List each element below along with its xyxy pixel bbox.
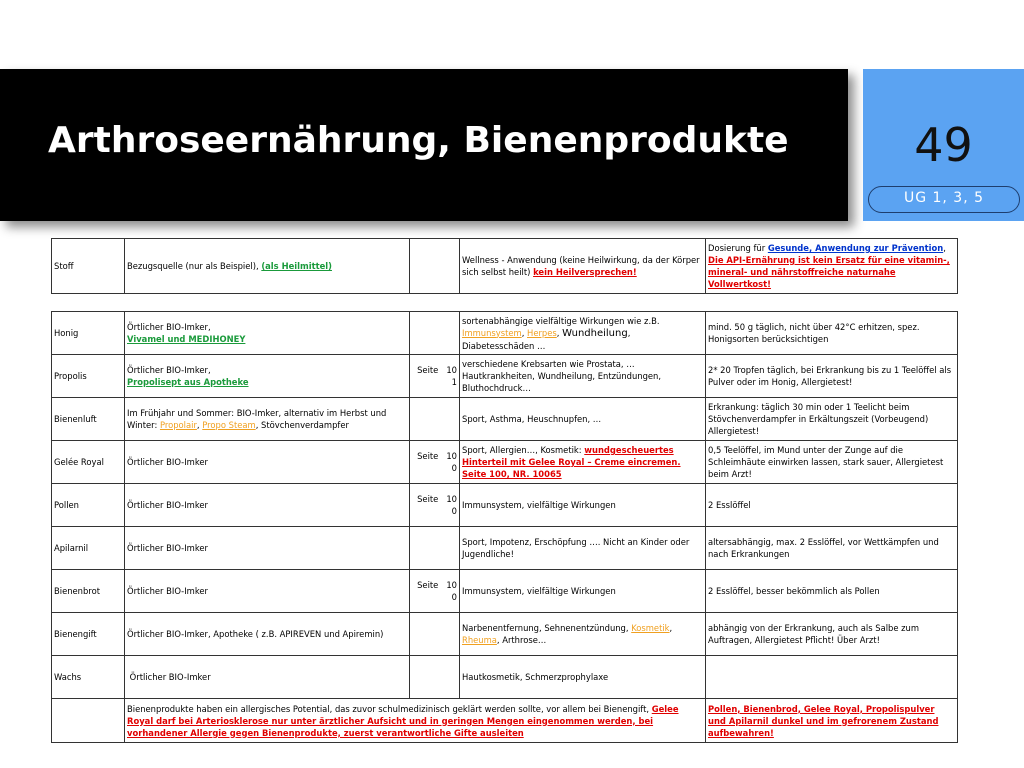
wirkung-cell: verschiedene Krebsarten wie Prostata, … Hautkrankheiten, Wundheilung, Entzündungen, Bluthochdruck… [460, 355, 706, 398]
bezug-cell: Örtlicher BIO-Imker, Apotheke ( z.B. APIREVEN und Apiremin) [125, 613, 410, 656]
bezug-cell [125, 355, 410, 398]
seite-number: 100 [446, 580, 457, 602]
header-row [52, 239, 958, 294]
stoff-cell: Honig [52, 312, 125, 355]
header-bezug-text: Bezugsquelle (nur als Beispiel), [127, 261, 262, 271]
wundheilung-text: Wundheilung [562, 327, 628, 339]
propo-steam-link[interactable]: Propo Steam [202, 420, 256, 430]
stoff-cell: Pollen [52, 484, 125, 527]
dosierung-cell [706, 656, 958, 699]
bezug-text: Örtlicher BIO-Imker, [127, 365, 211, 375]
wirkung-cell: Immunsystem, vielfältige Wirkungen [460, 484, 706, 527]
footer-allergy-note [125, 699, 706, 743]
footer-text: Bienenprodukte haben ein allergisches Potential, das zuvor schulmedizinisch geklärt werden sollte, vor allem bei Bienengift, [127, 703, 652, 714]
propolisept-link[interactable]: Propolisept aus Apotheke [127, 377, 249, 387]
wirkung-sep: , [669, 623, 673, 633]
bezug-cell [125, 312, 410, 355]
wirkung-cell [460, 312, 706, 355]
bezug-cell: Örtlicher BIO-Imker [125, 441, 410, 484]
rheuma-link[interactable]: Rheuma [462, 635, 497, 645]
bezug-cell [125, 398, 410, 441]
bezug-cell: Örtlicher BIO-Imker [125, 656, 410, 699]
immunsystem-link[interactable]: Immunsystem [462, 327, 522, 338]
seite-cell [410, 570, 460, 613]
ug-badge-label: UG 1, 3, 5 [903, 190, 985, 206]
herpes-link[interactable]: Herpes [527, 327, 557, 338]
seite-label: Seite [417, 365, 439, 375]
stoff-cell: Apilarnil [52, 527, 125, 570]
table-row [52, 570, 958, 613]
seite-cell [410, 527, 460, 570]
wirkung-cell: Sport, Asthma, Heuschnupfen, … [460, 398, 706, 441]
table-row [52, 398, 958, 441]
bezug-cell: Örtlicher BIO-Imker [125, 484, 410, 527]
seite-number: 101 [446, 365, 457, 387]
table-row [52, 441, 958, 484]
header-stoff: Stoff [52, 239, 125, 294]
seite-cell [410, 613, 460, 656]
dosierung-cell: altersabhängig, max. 2 Esslöffel, vor Wettkämpfen und nach Erkrankungen [706, 527, 958, 570]
wirkung-cell: Sport, Impotenz, Erschöpfung …. Nicht an Kinder oder Jugendliche! [460, 527, 706, 570]
dosierung-cell: 2* 20 Tropfen täglich, bei Erkrankung bis zu 1 Teelöffel als Pulver oder im Honig, Allergietest! [706, 355, 958, 398]
header-wellness-text: Wellness - Anwendung (keine Heilwirkung, da der Körper sich selbst heilt) [462, 255, 700, 277]
stoff-cell: Gelée Royal [52, 441, 125, 484]
header-bezugsquelle [125, 239, 410, 294]
table-row [52, 613, 958, 656]
wirkung-text: Sport, Allergien…, Kosmetik: [462, 445, 585, 455]
vollwertkost-link[interactable]: Die API-Ernährung ist kein Ersatz für eine vitamin-, mineral- und nährstoffreiche naturnahe Vollwertkost! [708, 255, 950, 289]
heilversprechen-link[interactable]: kein Heilversprechen! [533, 267, 637, 277]
stoff-cell: Bienenbrot [52, 570, 125, 613]
propolair-link[interactable]: Propolair [159, 420, 197, 430]
header-seite [410, 239, 460, 294]
dosierung-cell: 0,5 Teelöffel, im Mund unter der Zunge auf die Schleimhäute einwirken lassen, stark sauer, Allergietest beim Arzt! [706, 441, 958, 484]
table-row [52, 527, 958, 570]
seite-cell [410, 312, 460, 355]
bezug-text: Örtlicher BIO-Imker, [127, 322, 211, 332]
dosierung-cell: abhängig von der Erkrankung, auch als Salbe zum Auftragen, Allergietest Pflicht! Über Arzt! [706, 613, 958, 656]
seite-number: 100 [446, 451, 457, 473]
wirkung-suffix: , Diabetesschäden … [462, 327, 631, 351]
bezug-text: Im Frühjahr und Sommer: BIO-Imker, alternativ im Herbst und Winter: [127, 408, 387, 430]
wirkung-sep: , [556, 327, 563, 338]
footer-empty-cell [52, 699, 125, 743]
footer-storage-note [706, 699, 958, 743]
wirkung-cell [460, 441, 706, 484]
header-dosierung-sep: , [943, 243, 946, 253]
dosierung-cell: 2 Esslöffel, besser bekömmlich als Pollen [706, 570, 958, 613]
table-row [52, 355, 958, 398]
wirkung-cell: Immunsystem, vielfältige Wirkungen [460, 570, 706, 613]
seite-cell [410, 656, 460, 699]
praevention-link[interactable]: Gesunde, Anwendung zur Prävention [767, 243, 944, 253]
slide-number: 49 [914, 118, 973, 172]
dosierung-cell: Erkrankung: täglich 30 min oder 1 Teelicht beim Stövchenverdampfer in Erkältungszeit (Vorbeugend) Allergietest! [706, 398, 958, 441]
seite-cell [410, 398, 460, 441]
dosierung-cell: mind. 50 g täglich, nicht über 42°C erhitzen, spez. Honigsorten berücksichtigen [706, 312, 958, 355]
table-row [52, 484, 958, 527]
bezug-sep: , [196, 420, 203, 430]
stoff-cell: Wachs [52, 656, 125, 699]
header-wellness [460, 239, 706, 294]
stoff-cell: Bienengift [52, 613, 125, 656]
bezug-cell: Örtlicher BIO-Imker [125, 570, 410, 613]
seite-number: 100 [446, 494, 457, 516]
wirkung-text: Narbenentfernung, Sehnenentzündung, [462, 623, 632, 633]
gelee-royal-creme-link[interactable]: wundgescheuertes Hinterteil mit Gelee Royal – Creme eincremen. Seite 100, NR. 10065 [462, 445, 681, 479]
products-table [51, 311, 958, 743]
seite-cell [410, 484, 460, 527]
header-dosierung [706, 239, 958, 294]
wirkung-sep: , [521, 327, 528, 338]
seite-cell [410, 355, 460, 398]
arteriosklerose-link[interactable]: Gelee Royal darf bei Arteriosklerose nur unter ärztlicher Aufsicht und in geringen Mengen eingenommen werden, bei vorhandener Allergie gegen Bienenprodukte, zuerst verantwortliche Gifte ausleiten [127, 703, 679, 738]
seite-label: Seite [417, 580, 439, 590]
footer-row [52, 699, 958, 743]
bezug-suffix: , Stövchenverdampfer [255, 420, 349, 430]
slide-title: Arthroseernährung, Bienenprodukte [48, 120, 789, 161]
seite-label: Seite [417, 451, 439, 461]
header-table [51, 238, 958, 294]
kosmetik-link[interactable]: Kosmetik [631, 623, 670, 633]
header-dosierung-text: Dosierung für [708, 243, 768, 253]
table-row [52, 656, 958, 699]
seite-cell [410, 441, 460, 484]
wirkung-cell: Hautkosmetik, Schmerzprophylaxe [460, 656, 706, 699]
table-row [52, 312, 958, 355]
vivamel-link[interactable]: Vivamel und MEDIHONEY [127, 334, 246, 344]
seite-label: Seite [417, 494, 439, 504]
stoff-cell: Bienenluft [52, 398, 125, 441]
wirkung-suffix: , Arthrose… [496, 635, 547, 645]
heilmittel-link[interactable]: (als Heilmittel) [261, 261, 332, 271]
dosierung-cell: 2 Esslöffel [706, 484, 958, 527]
bezug-cell: Örtlicher BIO-Imker [125, 527, 410, 570]
aufbewahrung-link[interactable]: Pollen, Bienenbrod, Gelee Royal, Propolispulver und Apilarnil dunkel und im gefrorenem Zustand aufbewahren! [708, 703, 939, 738]
stoff-cell: Propolis [52, 355, 125, 398]
wirkung-cell [460, 613, 706, 656]
wirkung-text: sortenabhängige vielfältige Wirkungen wie z.B. [462, 315, 660, 326]
